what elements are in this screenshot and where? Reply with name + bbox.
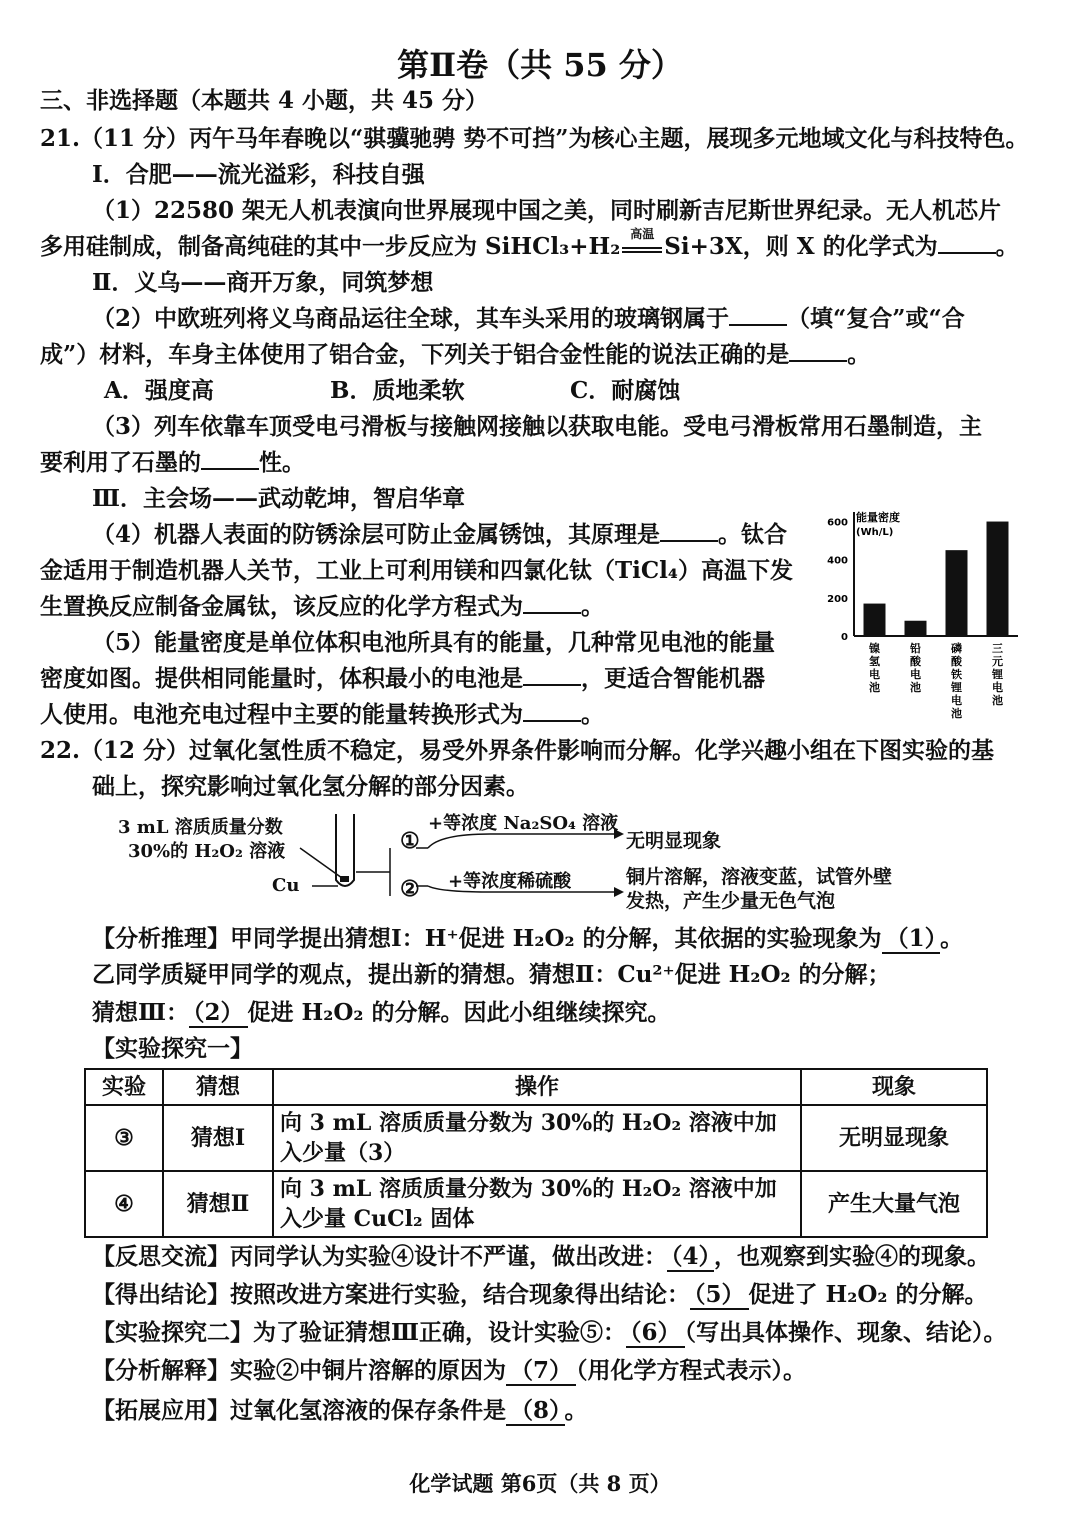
energy-density-chart [808,504,1020,726]
q21-sub4-line3: 生置换反应制备金属钛，该反应的化学方程式为 。 [40,593,604,620]
explore2-line: 【实验探究二】为了验证猜想Ⅲ正确，设计实验⑤： （6） （写出具体操作、现象、结论）。 [92,1319,1007,1346]
q21-sub3-line2: 要利用了石墨的 性。 [40,449,305,476]
q21-sub2-line1: （2）中欧班列将义乌商品运往全球，其车头采用的玻璃钢属于 （填“复合”或“合 [92,305,965,332]
option-c: C．耐腐蚀 [570,377,681,404]
q21-stem: 21.（11 分）丙午马年春晚以“骐骥驰骋 势不可挡”为核心主题，展现多元地域文化与科技特色。 [40,125,1029,152]
table-cell: 无明显现象 [801,1105,987,1171]
q21-reaction-left: 多用硅制成，制备高纯硅的其中一步反应为 SiHCl₃+H₂ [40,233,621,260]
table-row [85,1105,987,1171]
step-1-result: 无明显现象 [626,830,722,852]
explore1-heading: 【实验探究一】 [92,1035,253,1062]
answer-blank[interactable] [789,342,847,362]
reaction-arrow [620,227,664,262]
table-header-row [85,1069,987,1105]
chart-ylabel: (Wh/L) [856,527,894,538]
x-tick-label: 铅酸电池 [910,642,921,694]
x-tick-label: 镍氢电池 [869,642,880,694]
table-cell: 向 3 mL 溶质质量分数为 30%的 H₂O₂ 溶液中加 入少量 CuCl₂ 固体 [273,1171,801,1237]
answer-blank[interactable] [523,702,581,722]
x-tick-label: 三元锂电池 [992,642,1003,707]
q21-sub4-line1: （4）机器人表面的防锈涂层可防止金属锈蚀，其原理是 。钛合 [92,521,788,548]
y-tick-label: 400 [827,555,848,567]
q22-stem-line1: 22.（12 分）过氧化氢性质不稳定，易受外界条件影响而分解。化学兴趣小组在下图实验的基 [40,737,995,764]
reagent-label-2: 30%的 H₂O₂ 溶液 [128,841,286,862]
step-2-reagent: +等浓度稀硫酸 [448,871,572,892]
q21-sub1-line1: （1）22580 架无人机表演向世界展现中国之美，同时刷新吉尼斯世界纪录。无人机芯片 [92,197,1002,224]
answer-blank[interactable]: （1） [882,925,941,954]
chart-title: 能量密度 [856,511,900,524]
answer-blank[interactable] [201,450,259,470]
answer-blank[interactable]: （2） [189,999,248,1028]
page-title: 第Ⅱ卷（共 55 分） [397,46,683,84]
step-2-number: ② [400,876,420,902]
y-tick-label: 600 [827,517,848,529]
q21-sub5-line1: （5）能量密度是单位体积电池所具有的能量，几种常见电池的能量 [92,629,776,656]
chart-bar [987,522,1009,636]
reagent-label-1: 3 mL 溶质质量分数 [118,817,283,838]
chart-bar [905,621,927,636]
answer-blank[interactable]: （5） [690,1281,749,1310]
q22-stem-line2: 础上，探究影响过氧化氢分解的部分因素。 [92,773,529,800]
apply-line: 【拓展应用】过氧化氢溶液的保存条件是 （8） 。 [92,1397,588,1424]
answer-blank[interactable]: （7） [506,1357,576,1386]
table-header: 实验 [85,1069,163,1105]
q21-reaction-right: Si+3X，则 X 的化学式为 [664,233,938,260]
answer-blank[interactable]: （8） [506,1397,565,1426]
option-b: B．质地柔软 [330,377,465,404]
step-1-number: ① [400,828,420,854]
answer-blank[interactable]: （6） [626,1319,685,1348]
q21-part1-heading: Ⅰ．合肥——流光溢彩，科技自强 [92,161,425,188]
reflect-line: 【反思交流】丙同学认为实验④设计不严谨，做出改进： （4） ，也观察到实验④的现象。 [92,1243,991,1270]
q21-sub2-line2: 成”）材料，车身主体使用了铝合金，下列关于铝合金性能的说法正确的是 。 [40,341,871,368]
table-cell: 猜想Ⅱ [163,1171,273,1237]
q21-sub3-line1: （3）列车依靠车顶受电弓滑板与接触网接触以获取电能。受电弓滑板常用石墨制造，主 [92,413,983,440]
section-heading: 三、非选择题（本题共 4 小题，共 45 分） [40,87,489,114]
answer-blank[interactable] [523,594,581,614]
step-1-reagent: +等浓度 Na₂SO₄ 溶液 [428,813,619,834]
table-header: 现象 [801,1069,987,1105]
page-footer: 化学试题 第6页（共 8 页） [409,1471,671,1496]
experiment-table [84,1068,988,1238]
q21-sub5-line3: 人使用。电池充电过程中主要的能量转换形式为 。 [40,701,604,728]
explain-line: 【分析解释】实验②中铜片溶解的原因为 （7） （用化学方程式表示）。 [92,1357,807,1384]
chart-bar [946,550,968,636]
answer-blank[interactable]: （4） [667,1243,714,1272]
table-header: 猜想 [163,1069,273,1105]
analysis-line3: 猜想Ⅲ： （2） 促进 H₂O₂ 的分解。因此小组继续探究。 [92,999,671,1026]
reaction-condition: 高温 [630,227,655,241]
analysis-line1: 【分析推理】甲同学提出猜想Ⅰ：H⁺促进 H₂O₂ 的分解，其依据的实验现象为 （1） 。 [92,925,964,952]
x-tick-label: 磷酸铁锂电池 [951,642,962,720]
step-2-result-line1: 铜片溶解，溶液变蓝，试管外壁 [626,866,893,888]
q21-sub5-line2: 密度如图。提供相同能量时，体积最小的电池是 ，更适合智能机器 [40,665,765,692]
table-header: 操作 [273,1069,801,1105]
answer-blank[interactable] [729,306,787,326]
q21-part3-heading: Ⅲ．主会场——武动乾坤，智启华章 [92,485,466,512]
analysis-line2: 乙同学质疑甲同学的观点，提出新的猜想。猜想Ⅱ：Cu²⁺促进 H₂O₂ 的分解； [92,961,891,988]
q21-part2-heading: Ⅱ．义乌——商开万象，同筑梦想 [92,269,434,296]
chart-bar [864,604,886,636]
table-cell: ④ [85,1171,163,1237]
option-a: A．强度高 [104,377,214,404]
y-tick-label: 0 [841,632,848,643]
table-cell: 向 3 mL 溶质质量分数为 30%的 H₂O₂ 溶液中加 入少量（3） [273,1105,801,1171]
table-cell: 产生大量气泡 [801,1171,987,1237]
answer-blank[interactable] [523,666,581,686]
table-cell: 猜想Ⅰ [163,1105,273,1171]
table-cell: ③ [85,1105,163,1171]
q21-sub4-line2: 金适用于制造机器人关节，工业上可利用镁和四氯化钛（TiCl₄）高温下发 [40,557,793,584]
step-2-result-line2: 发热，产生少量无色气泡 [626,890,836,912]
answer-blank[interactable] [660,522,718,542]
conclusion-line: 【得出结论】按照改进方案进行实验，结合现象得出结论： （5） 促进了 H₂O₂ 的分解。 [92,1281,988,1308]
y-tick-label: 200 [827,593,848,605]
q21-sub1-line2: 多用硅制成，制备高纯硅的其中一步反应为 SiHCl₃+H₂ 高温 Si+3X，则 X 的化学式为 。 [40,227,1019,260]
metal-label: Cu [272,875,300,896]
table-row [85,1171,987,1237]
answer-blank[interactable] [938,234,996,254]
